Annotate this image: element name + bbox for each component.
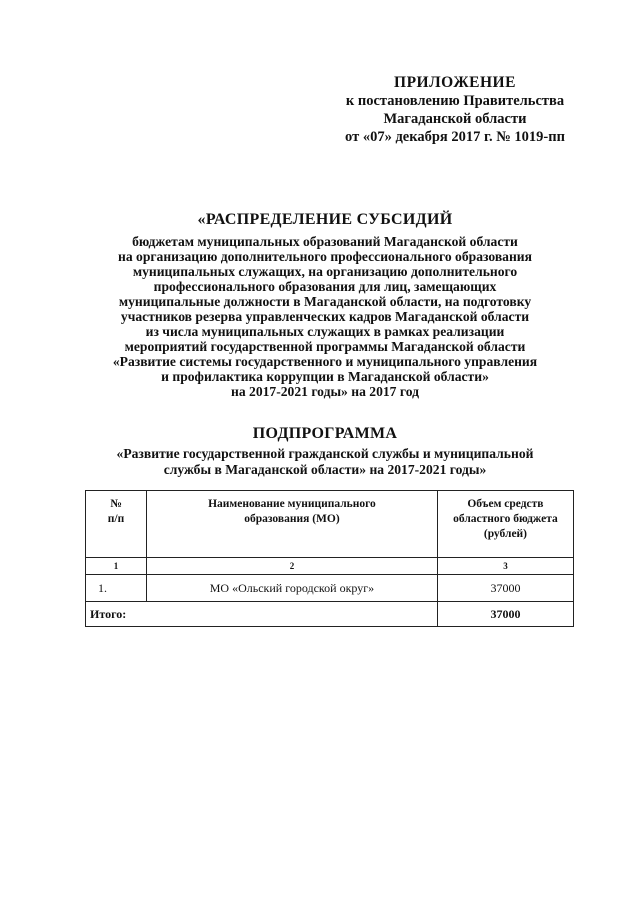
description-line: участников резерва управленческих кадров Магаданской области: [120, 309, 530, 324]
header-number: [86, 491, 147, 558]
header-amount-line: Объем средств: [467, 498, 544, 510]
total-row: [86, 602, 574, 627]
header-amount-line: областного бюджета: [453, 513, 558, 525]
document-description: [66, 234, 584, 399]
header-municipality: [147, 491, 438, 558]
description-line: муниципальных служащих, на организацию дополнительного: [132, 264, 518, 279]
column-number: 1: [86, 558, 147, 575]
annex-line-decree: к постановлению Правительства: [345, 93, 565, 109]
description-line: на 2017-2021 годы» на 2017 год: [231, 384, 419, 399]
table-row: [86, 575, 574, 602]
subprogram-title: ПОДПРОГРАММА: [252, 425, 398, 442]
row-number: 1.: [86, 575, 147, 602]
total-amount: 37000: [437, 602, 573, 627]
description-line: «Развитие системы государственного и муниципального управления: [112, 354, 538, 369]
document-title: «РАСПРЕДЕЛЕНИЕ СУБСИДИЙ: [197, 211, 453, 228]
column-number: 2: [147, 558, 438, 575]
annex-line-date: от «07» декабря 2017 г. № 1019-пп: [345, 129, 565, 145]
description-line: бюджетам муниципальных образований Магаданской области: [132, 234, 518, 249]
subprogram-heading: [80, 424, 570, 478]
subprogram-line: службы в Магаданской области» на 2017-2021 годы»: [163, 462, 487, 477]
description-line: на организацию дополнительного профессионального образования: [118, 249, 532, 264]
column-number-row: [86, 558, 574, 575]
header-number-line: п/п: [107, 513, 125, 525]
subsidy-table: [85, 490, 574, 627]
description-line: из числа муниципальных служащих в рамках реализации: [145, 324, 505, 339]
row-municipality: МО «Ольский городской округ»: [147, 575, 438, 602]
row-amount: 37000: [437, 575, 573, 602]
description-line: профессионального образования для лиц, замещающих: [153, 279, 497, 294]
annex-line-region: Магаданской области: [383, 111, 527, 127]
description-line: и профилактика коррупции в Магаданской области»: [161, 369, 489, 384]
subprogram-description: [66, 446, 584, 478]
header-number-line: №: [110, 498, 122, 510]
header-municipality-line: образования (МО): [244, 513, 340, 525]
document-heading: [80, 210, 570, 399]
table-header-row: [86, 491, 574, 558]
description-line: муниципальные должности в Магаданской области, на подготовку: [118, 294, 532, 309]
header-amount-line: (рублей): [483, 528, 528, 540]
total-label: Итого:: [86, 602, 438, 627]
header-amount: [437, 491, 573, 558]
annex-title: ПРИЛОЖЕНИЕ: [394, 74, 516, 91]
description-line: мероприятий государственной программы Магаданской области: [124, 339, 526, 354]
header-municipality-line: Наименование муниципального: [208, 498, 376, 510]
subprogram-line: «Развитие государственной гражданской службы и муниципальной: [116, 446, 534, 461]
annex-block: [330, 74, 580, 146]
column-number: 3: [437, 558, 573, 575]
